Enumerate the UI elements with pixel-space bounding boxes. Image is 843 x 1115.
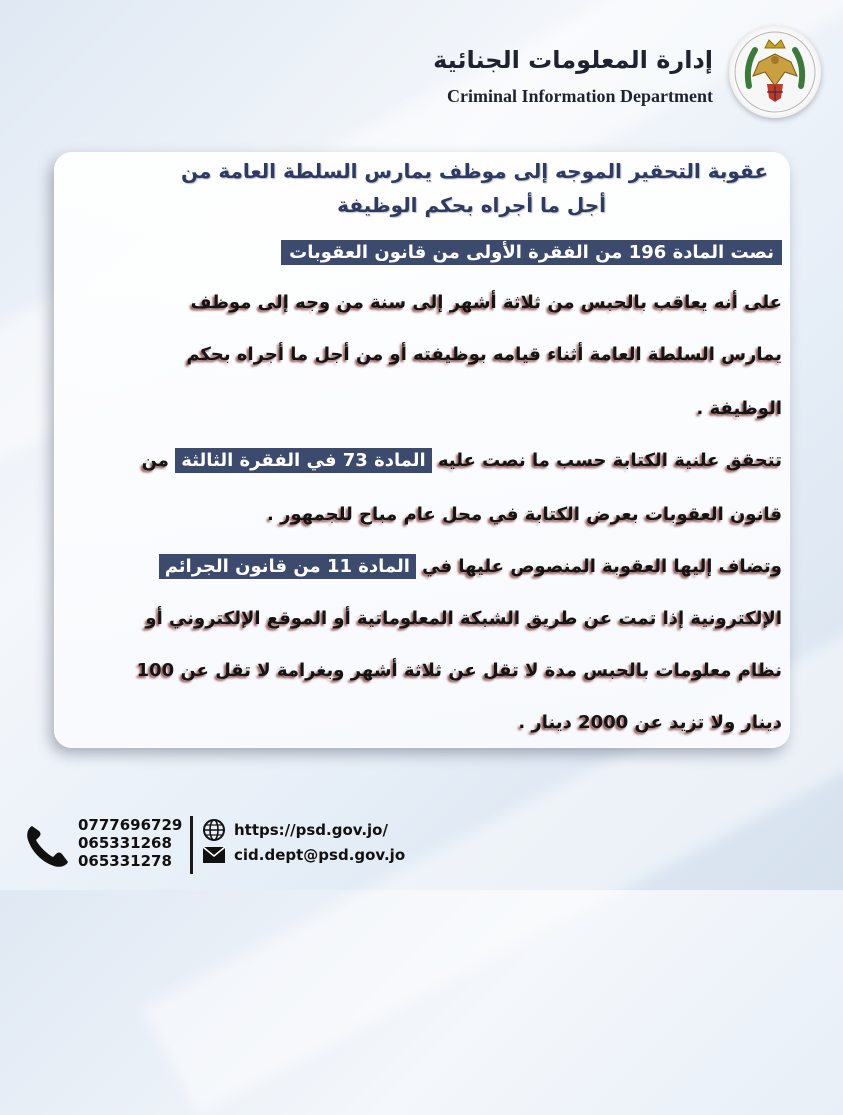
phone-number-3[interactable]: 065331278 — [78, 852, 172, 870]
paragraph-3-line-4: دينار ولا تزيد عن 2000 دينار . — [518, 712, 782, 733]
footer-divider — [190, 816, 193, 874]
card-title-line-1: عقوبة التحقير الموجه إلى موظف يمارس السلطة العامة من — [180, 159, 768, 183]
paragraph-1-line-2: يمارس السلطة العامة أثناء قيامه بوظيفته أو من أجل ما أجراه بحكم — [186, 344, 782, 365]
email-row — [202, 846, 405, 864]
department-title-english: Criminal Information Department — [447, 86, 713, 106]
globe-icon — [202, 818, 226, 842]
website-link[interactable]: https://psd.gov.jo/ — [234, 821, 388, 839]
email-link[interactable]: cid.dept@psd.gov.jo — [234, 846, 406, 864]
paragraph-3-line-1 — [159, 556, 782, 577]
paragraph-3-line-3: نظام معلومات بالحبس مدة لا تقل عن ثلاثة أشهر وبغرامة لا تقل عن 100 — [136, 660, 782, 681]
phone-icon — [22, 820, 72, 870]
paragraph-2-pre: تتحقق علنية الكتابة حسب ما نصت عليه — [438, 450, 782, 471]
phone-number-1[interactable]: 0777696729 — [78, 816, 183, 834]
paragraph-2-line-1 — [142, 450, 782, 471]
footer — [0, 808, 843, 890]
card-title-line-2: أجل ما أجراه بحكم الوظيفة — [337, 193, 606, 217]
phone-numbers — [78, 816, 182, 870]
department-title-arabic: إدارة المعلومات الجنائية — [433, 46, 713, 74]
paragraph-2-line-2: قانون العقوبات بعرض الكتابة في محل عام مباح للجمهور . — [267, 504, 782, 525]
header — [25, 22, 825, 132]
phone-number-2[interactable]: 065331268 — [78, 834, 172, 852]
website-row — [202, 818, 388, 842]
paragraph-3-pre: وتضاف إليها العقوبة المنصوص عليها في — [422, 556, 782, 577]
article-11-highlight: المادة 11 من قانون الجرائم — [159, 554, 416, 579]
paragraph-1-line-3: الوظيفة . — [696, 398, 782, 419]
paragraph-2-post: من — [141, 450, 169, 471]
paragraph-1-line-1: على أنه يعاقب بالحبس من ثلاثة أشهر إلى سنة من وجه إلى موظف — [190, 292, 782, 313]
article-196-highlight: نصت المادة 196 من الفقرة الأولى من قانون العقوبات — [281, 240, 782, 265]
police-crest-icon — [729, 26, 821, 118]
envelope-icon — [202, 846, 226, 864]
paragraph-1-heading — [281, 242, 782, 263]
article-73-highlight: المادة 73 في الفقرة الثالثة — [175, 448, 431, 473]
paragraph-3-line-2: الإلكترونية إذا تمت عن طريق الشبكة المعلوماتية أو الموقع الإلكتروني أو — [145, 608, 782, 629]
